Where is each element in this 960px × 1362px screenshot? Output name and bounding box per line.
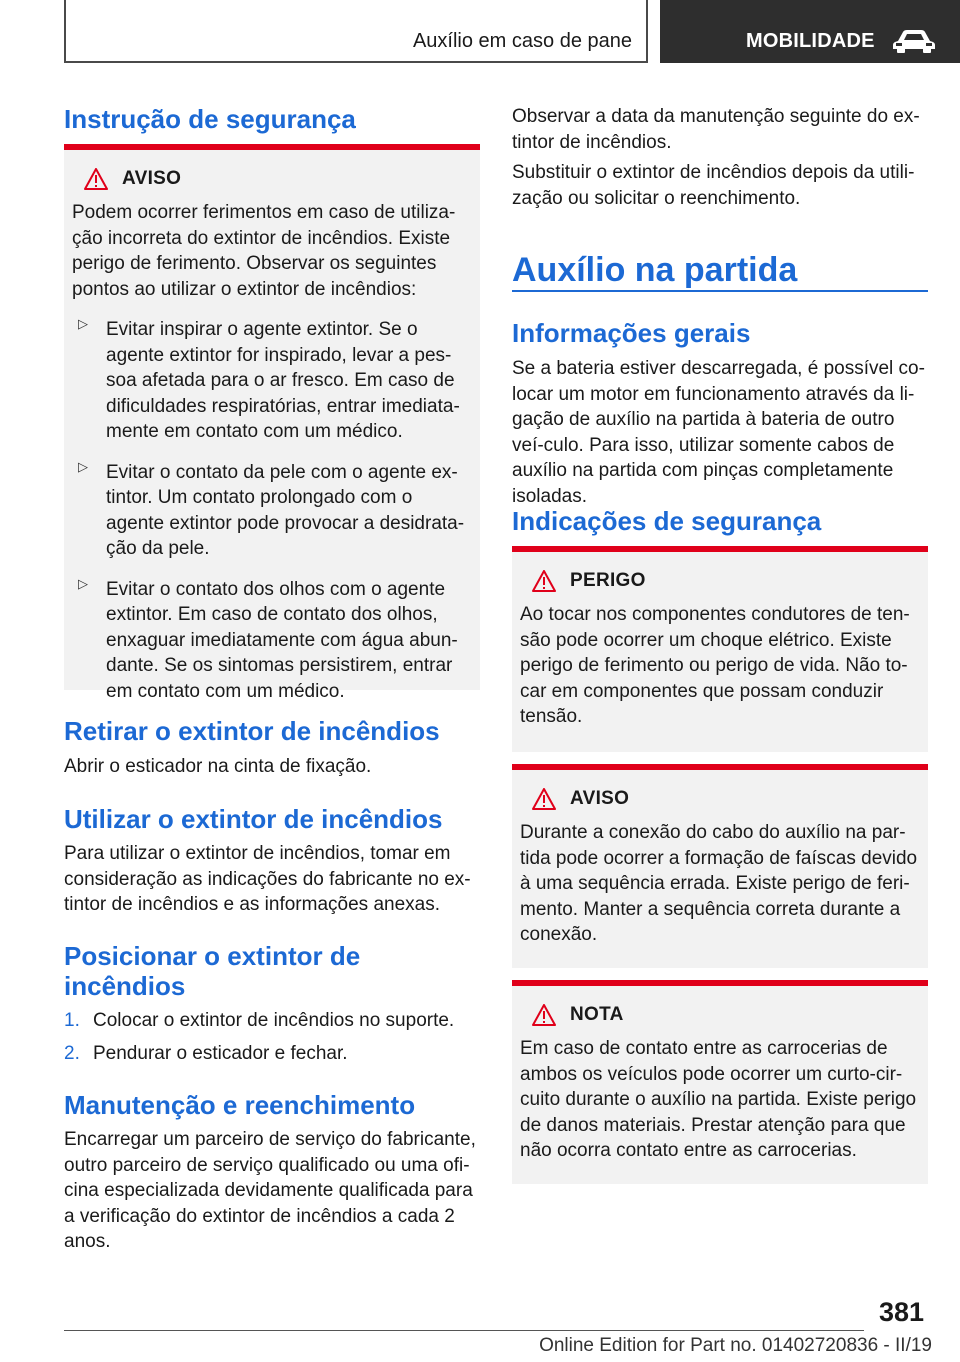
bullet-triangle-icon: ▷ [78,316,88,331]
step-text: Pendurar o esticador e fechar. [93,1042,348,1064]
warning-header [532,784,920,814]
list-item [64,1008,480,1034]
header-section-box [64,0,648,63]
remove-extinguisher-text: Abrir o esticador na cinta de fixação. [64,756,372,777]
note-text: Em caso de contato entre as carrocerias de ambos os veículos pode ocorrer um curto-cir-cuito durante o auxílio na partida. Existe perigo de danos materiais. Prestar atenção para que não ocorra contato entre as carrocerias. [520,1038,917,1161]
warning-intro: Podem ocorrer ferimentos em caso de utiliza-ção incorreta do extintor de incêndios. Existe perigo de ferimento. Observar os seguintes pontos ao utilizar o extintor de incêndios: [72,202,456,300]
bullet-text: Evitar o contato da pele com o agente ex-tintor. Um contato prolongado com o agente extintor pode provocar a desidrata-ção da pele. [106,461,465,559]
general-info-title: Informações gerais [512,318,751,348]
safety-notes-title: Indicações de segurança [512,506,822,536]
header-chapter-label: MOBILIDADE [746,30,875,52]
warning-triangle-icon [532,570,556,592]
car-icon [892,28,936,54]
maintenance-title: Manutenção e reenchimento [64,1090,416,1120]
maintenance-text: Encarregar um parceiro de serviço do fabricante, outro parceiro de serviço qualificado ou uma ofi-cina especializada devidamente qualificada para a verificação do extintor de incêndios a cada 2 anos. [64,1129,476,1252]
list-item [72,311,472,445]
step-number: 1. [64,1010,80,1031]
bullet-triangle-icon: ▷ [78,575,88,591]
step-text: Colocar o extintor de incêndios no suporte. [93,1010,455,1031]
warning-title: AVISO [570,788,630,809]
header-chapter-tab[interactable] [660,0,960,63]
safety-instruction-title: Instrução de segurança [64,104,356,134]
warning-triangle-icon [532,788,556,810]
jump-start-title: Auxílio na partida [512,251,798,289]
list-item [72,571,472,705]
use-extinguisher-title: Utilizar o extintor de incêndios [64,804,443,834]
title-divider [512,290,928,292]
warning-box-jump-start [512,764,928,968]
warning-title: AVISO [122,168,182,189]
step-number: 2. [64,1042,80,1064]
footer-divider [64,1330,864,1331]
note-header [532,1000,920,1030]
bullet-triangle-icon: ▷ [78,458,88,474]
header-section-title: Auxílio em caso de pane [412,30,632,52]
footer-edition: Online Edition for Part no. 01402720836 - II/19 [539,1335,932,1356]
steps-list [64,1008,480,1066]
note-title: NOTA [570,1004,624,1025]
warning-box-extinguisher [64,144,480,702]
danger-text: Ao tocar nos componentes condutores de ten-são pode ocorrer um choque elétrico. Existe perigo de ferimento ou perigo de vida. Não to-car em componentes que possam conduzir tensão. [520,604,910,727]
list-item [72,454,472,562]
position-extinguisher-title: Posicionar o extintor de incêndios [64,941,361,1001]
danger-title: PERIGO [570,570,646,591]
list-item [64,1041,480,1067]
use-extinguisher-text: Para utilizar o extintor de incêndios, tomar em consideração as indicações do fabricante no ex-tintor de incêndios e as informações anexas. [64,843,471,915]
warning-triangle-icon [84,168,108,190]
danger-box [512,546,928,752]
replace-extinguisher-text: Substituir o extintor de incêndios depois da utili-zação ou solicitar o reenchimento. [512,162,915,209]
danger-header [532,566,920,596]
warning-triangle-icon [532,1004,556,1026]
warning-header [84,164,472,194]
page-number: 381 [878,1297,924,1327]
note-box [512,980,928,1184]
general-info-text: Se a bateria estiver descarregada, é possível co-locar um motor em funcionamento através da li-gação de auxílio na partida à bateria de outro veí-culo. Para isso, utilizar somente cabos de auxílio na partida com pinças completamente isoladas. [512,358,925,507]
bullet-text: Evitar o contato dos olhos com o agente extintor. Em caso de contato dos olhos, enxaguar imediatamente com água abun-dante. Se os sintomas persistirem, entrar em contato com um médico. [106,578,458,702]
warning-text: Durante a conexão do cabo do auxílio na par-tida pode ocorrer a formação de faíscas devido à uma sequência errada. Existe perigo de feri-mento. Manter a sequência correta durante a conexão. [520,822,918,945]
bullet-text: Evitar inspirar o agente extintor. Se o agente extintor for inspirado, levar a pes-soa afetada para o ar fresco. Em caso de dificuldades respiratórias, entrar imediata-mente em contato com um médico. [106,319,460,442]
remove-extinguisher-title: Retirar o extintor de incêndios [64,716,440,746]
maintenance-date-text: Observar a data da manutenção seguinte do ex-tintor de incêndios. [512,106,920,153]
